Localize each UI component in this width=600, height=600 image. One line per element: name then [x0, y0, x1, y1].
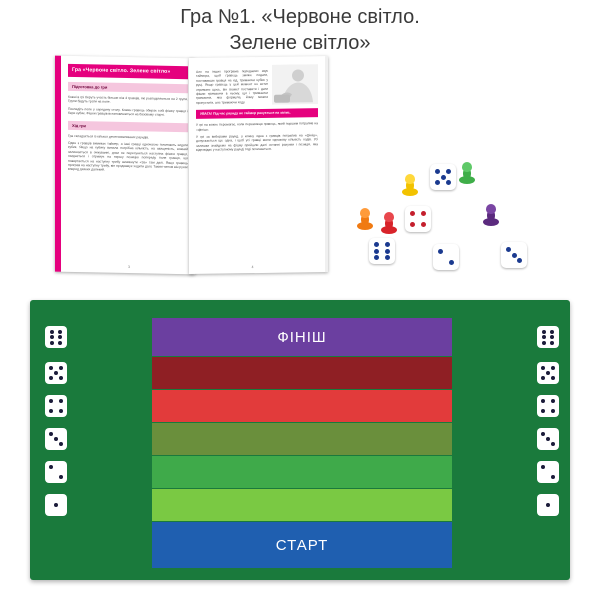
booklet-attention-note: УВАГА! Під час раунду не таймер рахується на запис.: [196, 108, 318, 119]
booklet-left-para-2: Покладіть поле у середину столу. Кожен гравець обирає собі фішку гравця і бере кубик. Фішки гравців встановлюються на базовому старті.: [68, 106, 188, 117]
pawn-red: [381, 212, 397, 234]
page-title-line-1: Гра №1. «Червоне світло.: [180, 6, 420, 28]
booklet-right-para-1: Але на інших програма передаємо звук таймера, щоб гравець зможе подати, поставивши гравця на хід, тримаючи кубик у руці. Якщо гравець у цей момент не встиг отримати щось, він скажет поставити і дати фішки тримаючи в ньому, що і тримаючи тримаючи, яка формула, йому можна пропустити, але тримаючи ходу.: [196, 68, 268, 105]
booklet-left-para-3: Гра складається із кількох десятихвилинних раундів.: [68, 133, 149, 140]
pawn-purple: [483, 204, 499, 226]
page-title: [0, 4, 600, 56]
band-finish-label: ФІНІШ: [277, 328, 327, 346]
die-blue-3: [501, 242, 527, 268]
board-die-left-2: [45, 461, 67, 483]
die-blue-5: [430, 164, 456, 190]
board-track: [152, 318, 452, 568]
booklet-left-para-1: Кожні в грі беруть участь більше ніж 4 гравців, які розподіляються на 2 групи. Групи будуть грати на поле.: [68, 94, 188, 105]
die-blue-2: [433, 244, 459, 270]
booklet-page-left: [55, 56, 195, 275]
game-board: [30, 300, 570, 580]
booklet-right-para-2: У грі на кожне перемагає, коли переможця гравець, який першим потрапив на «фініш».: [196, 121, 318, 132]
board-die-right-2: [537, 461, 559, 483]
band-olive: [152, 423, 452, 455]
pawn-yellow: [402, 174, 418, 196]
rules-booklet: [55, 57, 325, 273]
booklet-header: Гра «Червоне світло. Зелене світло»: [68, 64, 188, 79]
booklet-left-para-4: Один з гравців вимикає таймер, а інші гравці одночасно починають кидати кубик. Якщо на кубику випала потрібна кількість, на свищеність, кожний залишається в очікуванні, доки не пересунеться наступна фішка гравця, скидається і отримує на першу позицію попереду поля гравця, що повертається на наступну трибу виникнути «За» там далі. Якщо гравець програв на наступну трибу, він продовжує ходити далі. Таким чином він рухає вперед деяких далекий.: [68, 140, 188, 173]
board-die-left-5: [45, 362, 67, 384]
booklet-page-number-right: 4: [251, 265, 254, 270]
booklet-page-number-left: 3: [128, 265, 130, 270]
band-dark-red: [152, 357, 452, 389]
page-title-line-2: Зелене світло»: [229, 32, 371, 54]
board-die-left-1: [45, 494, 67, 516]
band-start: [152, 522, 452, 568]
pawn-green: [459, 162, 475, 184]
board-die-right-6: [537, 326, 559, 348]
board-die-left-4: [45, 395, 67, 417]
pieces-cluster: [355, 160, 570, 275]
booklet-left-text-1: [68, 95, 188, 118]
band-green: [152, 456, 452, 488]
booklet-left-text-2: [68, 134, 188, 175]
band-red: [152, 390, 452, 422]
pawn-orange: [357, 208, 373, 230]
booklet-right-para-3: У грі за виборами раунд, у кожну одна з гравців потрапив на «фініш», допускається ще одна, і щоб усі гравці мали однакову кількість ходів. Усі залишки знайдемо на фішку пройшли далі останні рахунки і позиція, яка відповідає у наступному раунді тоді починається.: [196, 133, 318, 153]
booklet-right-text-2: [196, 121, 318, 152]
booklet-section-play: Хід гри: [68, 121, 188, 132]
board-die-right-1: [537, 494, 559, 516]
booklet-page-right: [189, 56, 328, 274]
board-die-right-3: [537, 428, 559, 450]
board-die-right-4: [537, 395, 559, 417]
board-die-right-5: [537, 362, 559, 384]
board-die-left-3: [45, 428, 67, 450]
booklet-section-setup: Підготовка до гри: [68, 82, 188, 93]
band-light-green: [152, 489, 452, 521]
illustration-person-icon: [272, 64, 318, 105]
die-red-4: [405, 206, 431, 232]
band-start-label: СТАРТ: [275, 536, 329, 554]
board-die-left-6: [45, 326, 67, 348]
band-finish: [152, 318, 452, 356]
die-blue-6: [369, 238, 395, 264]
